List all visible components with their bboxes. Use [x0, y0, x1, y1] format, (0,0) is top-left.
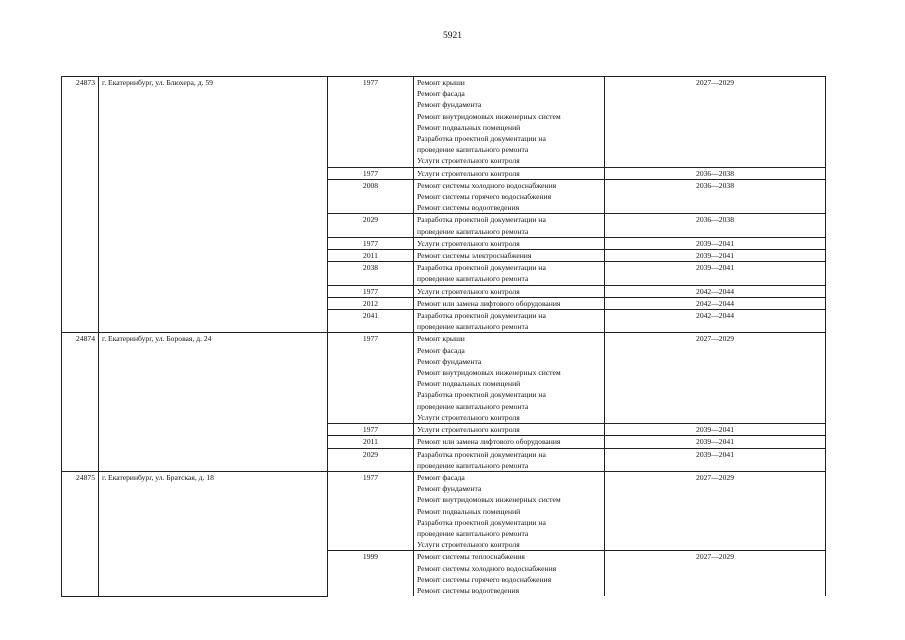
repair-work-item: Разработка проектной документации на: [417, 517, 546, 527]
repair-work-item: проведение капитального ремонта: [417, 322, 529, 332]
repair-work-item: Ремонт фасада: [417, 89, 465, 99]
commissioning-year: 1977: [328, 167, 414, 179]
repair-work-item: Ремонт крыши: [417, 334, 465, 344]
repair-works-list: [414, 167, 605, 179]
table-body: [62, 77, 826, 597]
commissioning-year: 1977: [328, 424, 414, 436]
repair-work-item: Разработка проектной документации на: [417, 449, 546, 459]
repair-period: 2039—2041: [605, 237, 826, 249]
repair-work-item: Ремонт крыши: [417, 78, 465, 87]
repair-work-item: Ремонт фундамента: [417, 484, 482, 494]
repair-work-item: Ремонт или замена лифтового оборудования: [417, 437, 561, 447]
commissioning-year: 2011: [328, 436, 414, 448]
commissioning-year: 1977: [328, 285, 414, 297]
house-address: г. Екатеринбург, ул. Боровая, д. 24: [99, 333, 328, 471]
repair-work-item: Разработка проектной документации на: [417, 311, 546, 321]
repair-period: 2042—2044: [605, 285, 826, 297]
commissioning-year: 2029: [328, 214, 414, 237]
repair-work-item: Разработка проектной документации на: [417, 263, 546, 273]
repair-works-list: [414, 250, 605, 262]
repair-work-item: Ремонт подвальных помещений: [417, 506, 521, 516]
repair-works-list: [414, 448, 605, 471]
repair-work-item: Ремонт внутридомовых инженерных систем: [417, 111, 561, 121]
commissioning-year: 2038: [328, 262, 414, 285]
repair-work-item: Ремонт системы теплоснабжения: [417, 552, 525, 562]
commissioning-year: 2008: [328, 179, 414, 214]
repair-works-list: [414, 310, 605, 333]
commissioning-year: 2012: [328, 297, 414, 309]
repair-work-item: Услуги строительного контроля: [417, 238, 520, 248]
repair-work-item: Услуги строительного контроля: [417, 168, 520, 178]
repair-works-list: [414, 424, 605, 436]
repair-work-item: проведение капитального ремонта: [417, 528, 529, 538]
house-address: г. Екатеринбург, ул. Блюхера, д. 59: [99, 77, 328, 333]
repair-period: 2027—2029: [605, 77, 826, 168]
repair-work-item: Ремонт подвальных помещений: [417, 379, 521, 389]
repair-work-item: Ремонт системы холодного водоснабжения: [417, 180, 557, 190]
table-row: [62, 333, 826, 424]
house-address: г. Екатеринбург, ул. Братская, д. 18: [99, 471, 328, 596]
repair-work-item: проведение капитального ремонта: [417, 145, 529, 155]
repair-work-item: Услуги строительного контроля: [417, 156, 520, 166]
repair-work-item: Ремонт фундамента: [417, 356, 482, 366]
repair-period: 2036—2038: [605, 214, 826, 237]
repair-works-list: [414, 551, 605, 596]
repair-work-item: Ремонт системы горячего водоснабжения: [417, 574, 552, 584]
repair-work-item: Разработка проектной документации на: [417, 390, 546, 400]
repair-period: 2027—2029: [605, 471, 826, 550]
house-number: 24875: [62, 471, 99, 596]
repair-work-item: Ремонт фасада: [417, 345, 465, 355]
repair-period: 2039—2041: [605, 436, 826, 448]
repair-works-list: [414, 179, 605, 214]
capital-repair-table: [61, 76, 826, 597]
repair-work-item: Ремонт системы водоотведения: [417, 585, 520, 595]
repair-period: 2042—2044: [605, 310, 826, 333]
commissioning-year: 1977: [328, 333, 414, 424]
repair-work-item: Услуги строительного контроля: [417, 540, 520, 550]
commissioning-year: 2041: [328, 310, 414, 333]
repair-works-list: [414, 237, 605, 249]
commissioning-year: 2011: [328, 250, 414, 262]
repair-work-item: Услуги строительного контроля: [417, 425, 520, 435]
repair-work-item: Ремонт фасада: [417, 472, 465, 482]
page-number: 5921: [443, 31, 462, 41]
repair-work-item: Услуги строительного контроля: [417, 412, 520, 422]
table-row: [62, 471, 826, 550]
repair-work-item: Ремонт системы холодного водоснабжения: [417, 563, 557, 573]
commissioning-year: 1977: [328, 77, 414, 168]
commissioning-year: 2029: [328, 448, 414, 471]
repair-works-list: [414, 471, 605, 550]
repair-work-item: Ремонт или замена лифтового оборудования: [417, 298, 561, 308]
repair-period: 2036—2038: [605, 167, 826, 179]
repair-work-item: проведение капитального ремонта: [417, 274, 529, 284]
repair-works-list: [414, 262, 605, 285]
repair-period: 2039—2041: [605, 262, 826, 285]
repair-works-list: [414, 297, 605, 309]
commissioning-year: 1977: [328, 471, 414, 550]
repair-work-item: Ремонт системы водоотведения: [417, 203, 520, 213]
commissioning-year: 1977: [328, 237, 414, 249]
repair-work-item: Ремонт подвальных помещений: [417, 122, 521, 132]
repair-work-item: Ремонт внутридомовых инженерных систем: [417, 368, 561, 378]
repair-period: 2039—2041: [605, 448, 826, 471]
repair-period: 2027—2029: [605, 333, 826, 424]
repair-period: 2027—2029: [605, 551, 826, 596]
repair-work-item: проведение капитального ремонта: [417, 226, 529, 236]
commissioning-year: 1999: [328, 551, 414, 596]
repair-work-item: проведение капитального ремонта: [417, 460, 529, 470]
repair-period: 2036—2038: [605, 179, 826, 214]
repair-work-item: Ремонт фундамента: [417, 100, 482, 110]
repair-work-item: проведение капитального ремонта: [417, 401, 529, 411]
repair-works-list: [414, 285, 605, 297]
repair-work-item: Ремонт внутридомовых инженерных систем: [417, 495, 561, 505]
repair-work-item: Разработка проектной документации на: [417, 134, 546, 144]
repair-work-item: Услуги строительного контроля: [417, 286, 520, 296]
repair-works-list: [414, 333, 605, 424]
repair-works-list: [414, 77, 605, 168]
house-number: 24874: [62, 333, 99, 471]
repair-works-list: [414, 436, 605, 448]
repair-work-item: Ремонт системы электроснабжения: [417, 251, 532, 261]
repair-period: 2039—2041: [605, 424, 826, 436]
repair-period: 2039—2041: [605, 250, 826, 262]
repair-work-item: Ремонт системы горячего водоснабжения: [417, 192, 552, 202]
repair-works-list: [414, 214, 605, 237]
house-number: 24873: [62, 77, 99, 333]
table-row: [62, 77, 826, 168]
repair-period: 2042—2044: [605, 297, 826, 309]
repair-work-item: Разработка проектной документации на: [417, 215, 546, 225]
